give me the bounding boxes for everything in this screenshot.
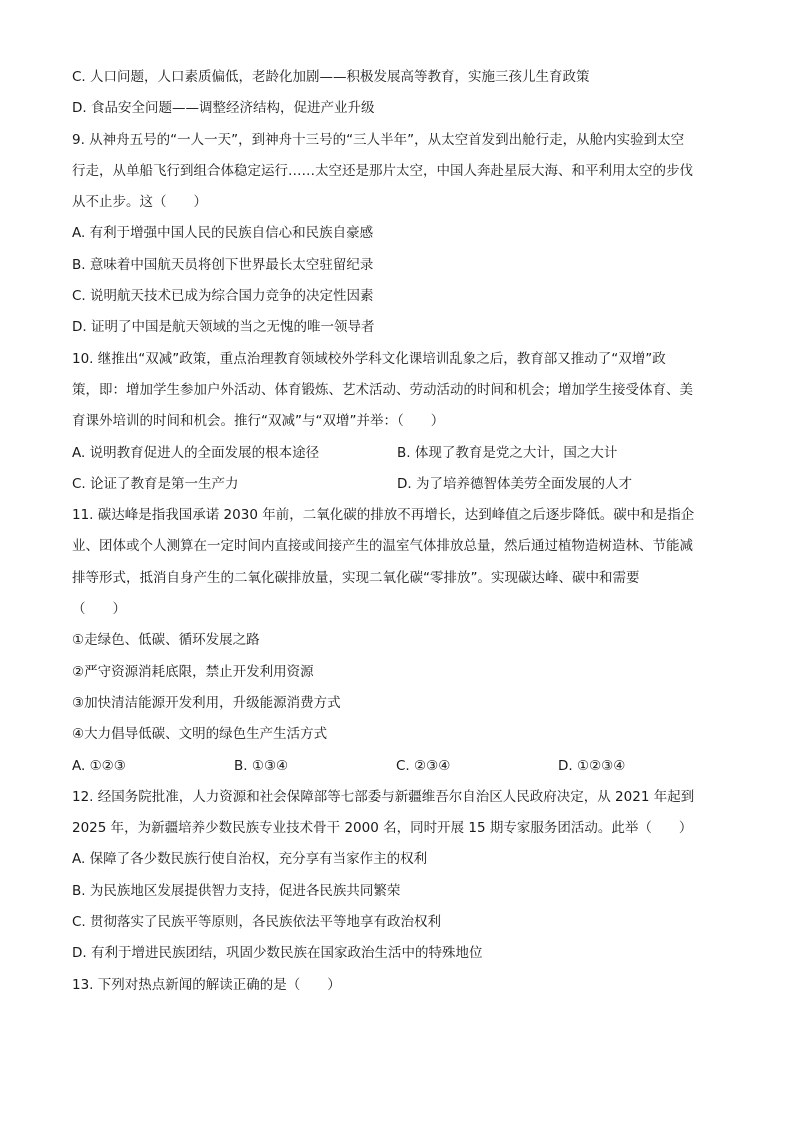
question-stem-line: 10. 继推出“双减”政策，重点治理教育领域校外学科文化课培训乱象之后，教育部又推动了“双增”政 — [72, 350, 666, 367]
question-stem-line: 策，即：增加学生参加户外活动、体育锻炼、艺术活动、劳动活动的时间和机会；增加学生接受体育、美 — [72, 381, 693, 398]
option-b: B. 体现了教育是党之大计，国之大计 — [397, 444, 618, 461]
question-11 — [72, 500, 722, 782]
option-a: A. 说明教育促进人的全面发展的根本途径 — [72, 444, 320, 461]
option-d: D. 有利于增进民族团结，巩固少数民族在国家政治生活中的特殊地位 — [72, 945, 483, 962]
question-stem-line: 12. 经国务院批准，人力资源和社会保障部等七部委与新疆维吾尔自治区人民政府决定，从 2021 年起到 — [72, 788, 695, 805]
question-stem-line: 行走，从单船飞行到组合体稳定运行……太空还是那片太空，中国人奔赴星辰大海、和平利用太空的步伐 — [72, 162, 693, 179]
option-d: D. 食品安全问题——调整经济结构，促进产业升级 — [72, 100, 375, 117]
question-13 — [72, 970, 722, 1001]
question-stem-line: 从不止步。这（ ） — [72, 194, 207, 211]
statement-3: ③加快清洁能源开发利用，升级能源消费方式 — [72, 694, 341, 711]
option-b: B. 为民族地区发展提供智力支持，促进各民族共同繁荣 — [72, 882, 401, 899]
statement-2: ②严守资源消耗底限，禁止开发利用资源 — [72, 663, 314, 680]
option-a: A. 保障了各少数民族行使自治权，充分享有当家作主的权利 — [72, 851, 428, 868]
option-c: C. 贯彻落实了民族平等原则，各民族依法平等地享有政治权利 — [72, 914, 442, 931]
option-c: C. ②③④ — [396, 757, 451, 774]
question-stem-line: 13. 下列对热点新闻的解读正确的是（ ） — [72, 976, 341, 993]
option-b: B. ①③④ — [234, 757, 289, 774]
option-a: A. 有利于增强中国人民的民族自信心和民族自豪感 — [72, 225, 374, 242]
option-d: D. 为了培养德智体美劳全面发展的人才 — [397, 475, 632, 492]
statement-1: ①走绿色、低碳、循环发展之路 — [72, 632, 260, 649]
question-10 — [72, 344, 722, 500]
question-stem-line: （ ） — [72, 601, 126, 618]
exam-page — [72, 62, 722, 1001]
question-stem-line: 9. 从神舟五号的“一人一天”，到神舟十三号的“三人半年”，从太空首发到出舱行走，从舱内实验到太空 — [72, 131, 685, 148]
options-row — [72, 751, 722, 782]
question-12 — [72, 782, 722, 970]
options-row — [72, 469, 722, 500]
question-stem-line: 11. 碳达峰是指我国承诺 2030 年前，二氧化碳的排放不再增长，达到峰值之后逐步降低。碳中和是指企 — [72, 507, 695, 524]
option-d: D. 证明了中国是航天领域的当之无愧的唯一领导者 — [72, 319, 375, 336]
option-d: D. ①②③④ — [558, 757, 626, 774]
option-c: C. 人口问题，人口素质偏低，老龄化加剧——积极发展高等教育，实施三孩儿生育政策 — [72, 69, 590, 85]
question-stem-line: 育课外培训的时间和机会。推行“双减”与“双增”并举：（ ） — [72, 413, 445, 430]
question-stem-line: 2025 年，为新疆培养少数民族专业技术骨干 2000 名，同时开展 15 期专家服务团活动。此举（ ） — [72, 820, 693, 837]
option-b: B. 意味着中国航天员将创下世界最长太空驻留纪录 — [72, 256, 374, 273]
question-9 — [72, 125, 722, 344]
option-c: C. 说明航天技术已成为综合国力竞争的决定性因素 — [72, 288, 374, 305]
question-stem-line: 排等形式，抵消自身产生的二氧化碳排放量，实现二氧化碳“零排放”。实现碳达峰、碳中和需要 — [72, 569, 640, 586]
question-stem-line: 业、团体或个人测算在一定时间内直接或间接产生的温室气体排放总量，然后通过植物造树造林、节能减 — [72, 538, 693, 555]
statement-4: ④大力倡导低碳、文明的绿色生产生活方式 — [72, 726, 328, 743]
question-8-tail — [72, 62, 722, 125]
option-a: A. ①②③ — [72, 757, 126, 774]
options-row — [72, 438, 722, 469]
option-c: C. 论证了教育是第一生产力 — [72, 475, 239, 492]
